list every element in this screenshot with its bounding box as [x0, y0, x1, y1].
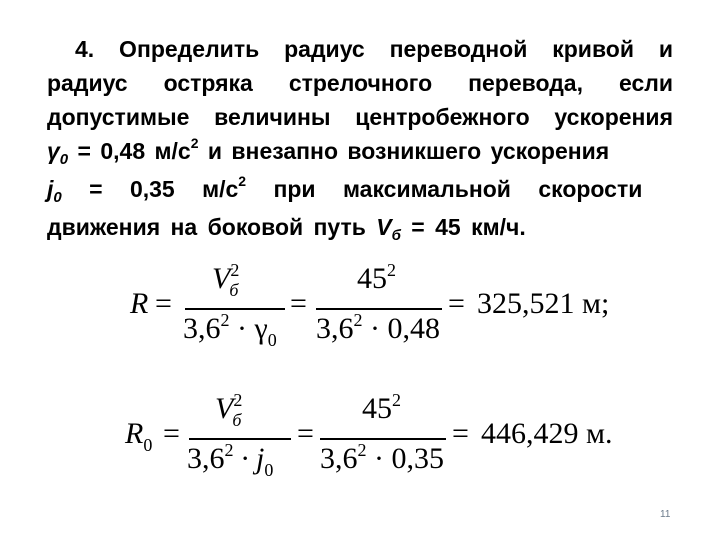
fraction-bar-2: [316, 308, 442, 310]
formula2-result: 446,429 м.: [481, 417, 613, 450]
num4-sup: 2: [392, 390, 401, 410]
den1-gamma: · γ: [229, 312, 268, 345]
formula1-equals-2: =: [290, 287, 307, 320]
den1-sup: 2: [220, 310, 230, 330]
formula2-denominator-1: [187, 440, 274, 480]
problem-line-2: радиус остряка стрелочного перевода, если: [47, 70, 673, 96]
formula2-denominator-2: [320, 442, 444, 476]
problem-line-1: 4. Определить радиус переводной кривой и: [75, 36, 673, 62]
num1-sup: 2: [230, 260, 240, 280]
fraction-bar-1: [185, 308, 285, 310]
page-number: 11: [660, 509, 671, 520]
j-unit-power: 2: [238, 173, 247, 189]
formula1-equals-3: =: [448, 287, 465, 320]
den3-j: · j: [233, 442, 265, 475]
den1-base: 3,6: [183, 312, 221, 345]
problem-line-5: [47, 172, 673, 210]
formula2-equals-2: =: [297, 417, 314, 450]
num3-sup: 2: [233, 390, 243, 410]
lhs2-sub: 0: [143, 435, 153, 455]
num3-v: V: [215, 392, 234, 425]
problem-line-3: допустимые величины центробежного ускорения: [47, 104, 673, 130]
num1-v: V: [212, 262, 231, 295]
den2-base: 3,6: [316, 312, 354, 345]
num2-base: 45: [357, 262, 387, 295]
line4-rest: и внезапно возникшего ускорения: [198, 138, 610, 164]
den4-base: 3,6: [320, 442, 358, 475]
j-value: = 0,35 м/с: [61, 176, 239, 202]
lhs2-r: R: [125, 417, 144, 450]
formula1-numerator-1: [212, 260, 248, 300]
j-subscript: 0: [53, 189, 62, 206]
formula1-denominator-2: [316, 312, 440, 346]
den4-sup: 2: [357, 440, 367, 460]
formula1-lhs: R: [130, 287, 149, 320]
gamma-symbol: γ: [47, 138, 60, 164]
den3-base: 3,6: [187, 442, 225, 475]
den1-sub: 0: [267, 330, 277, 350]
formula1-equals-1: =: [155, 287, 172, 320]
num3-sub: б: [232, 410, 242, 430]
gamma-unit-power: 2: [190, 135, 199, 151]
formula2-lhs: [125, 417, 153, 455]
formula1-numerator-2: [357, 262, 396, 296]
formula2-numerator-2: [362, 392, 401, 426]
line5-rest: при максимальной скорости: [246, 176, 643, 202]
formula2-numerator-1: [215, 390, 251, 430]
gamma-value: = 0,48 м/с: [68, 138, 191, 164]
den3-sup: 2: [224, 440, 234, 460]
problem-statement: [47, 32, 673, 248]
formula-radius: [0, 260, 720, 350]
formula1-result: 325,521 м;: [477, 287, 610, 320]
line6-value: = 45 км/ч.: [400, 214, 526, 240]
problem-line-6: [47, 210, 673, 248]
formula2-equals-1: =: [163, 417, 180, 450]
line6-text: движения на боковой путь: [47, 214, 377, 240]
num4-base: 45: [362, 392, 392, 425]
j-symbol: j: [47, 176, 54, 202]
formula-point-radius: [0, 390, 720, 480]
problem-line-4: [47, 134, 673, 172]
formula2-equals-3: =: [452, 417, 469, 450]
den3-sub: 0: [264, 460, 274, 480]
den2-sup: 2: [353, 310, 363, 330]
formula1-denominator-1: [183, 310, 277, 350]
gamma-subscript: 0: [59, 151, 69, 168]
den2-value: · 0,48: [362, 312, 440, 345]
fraction-bar-4: [320, 438, 446, 440]
den4-value: · 0,35: [366, 442, 444, 475]
num2-sup: 2: [387, 260, 396, 280]
v-subscript: б: [391, 227, 401, 244]
num1-sub: б: [229, 280, 239, 300]
v-symbol: V: [376, 214, 392, 240]
fraction-bar-3: [189, 438, 291, 440]
